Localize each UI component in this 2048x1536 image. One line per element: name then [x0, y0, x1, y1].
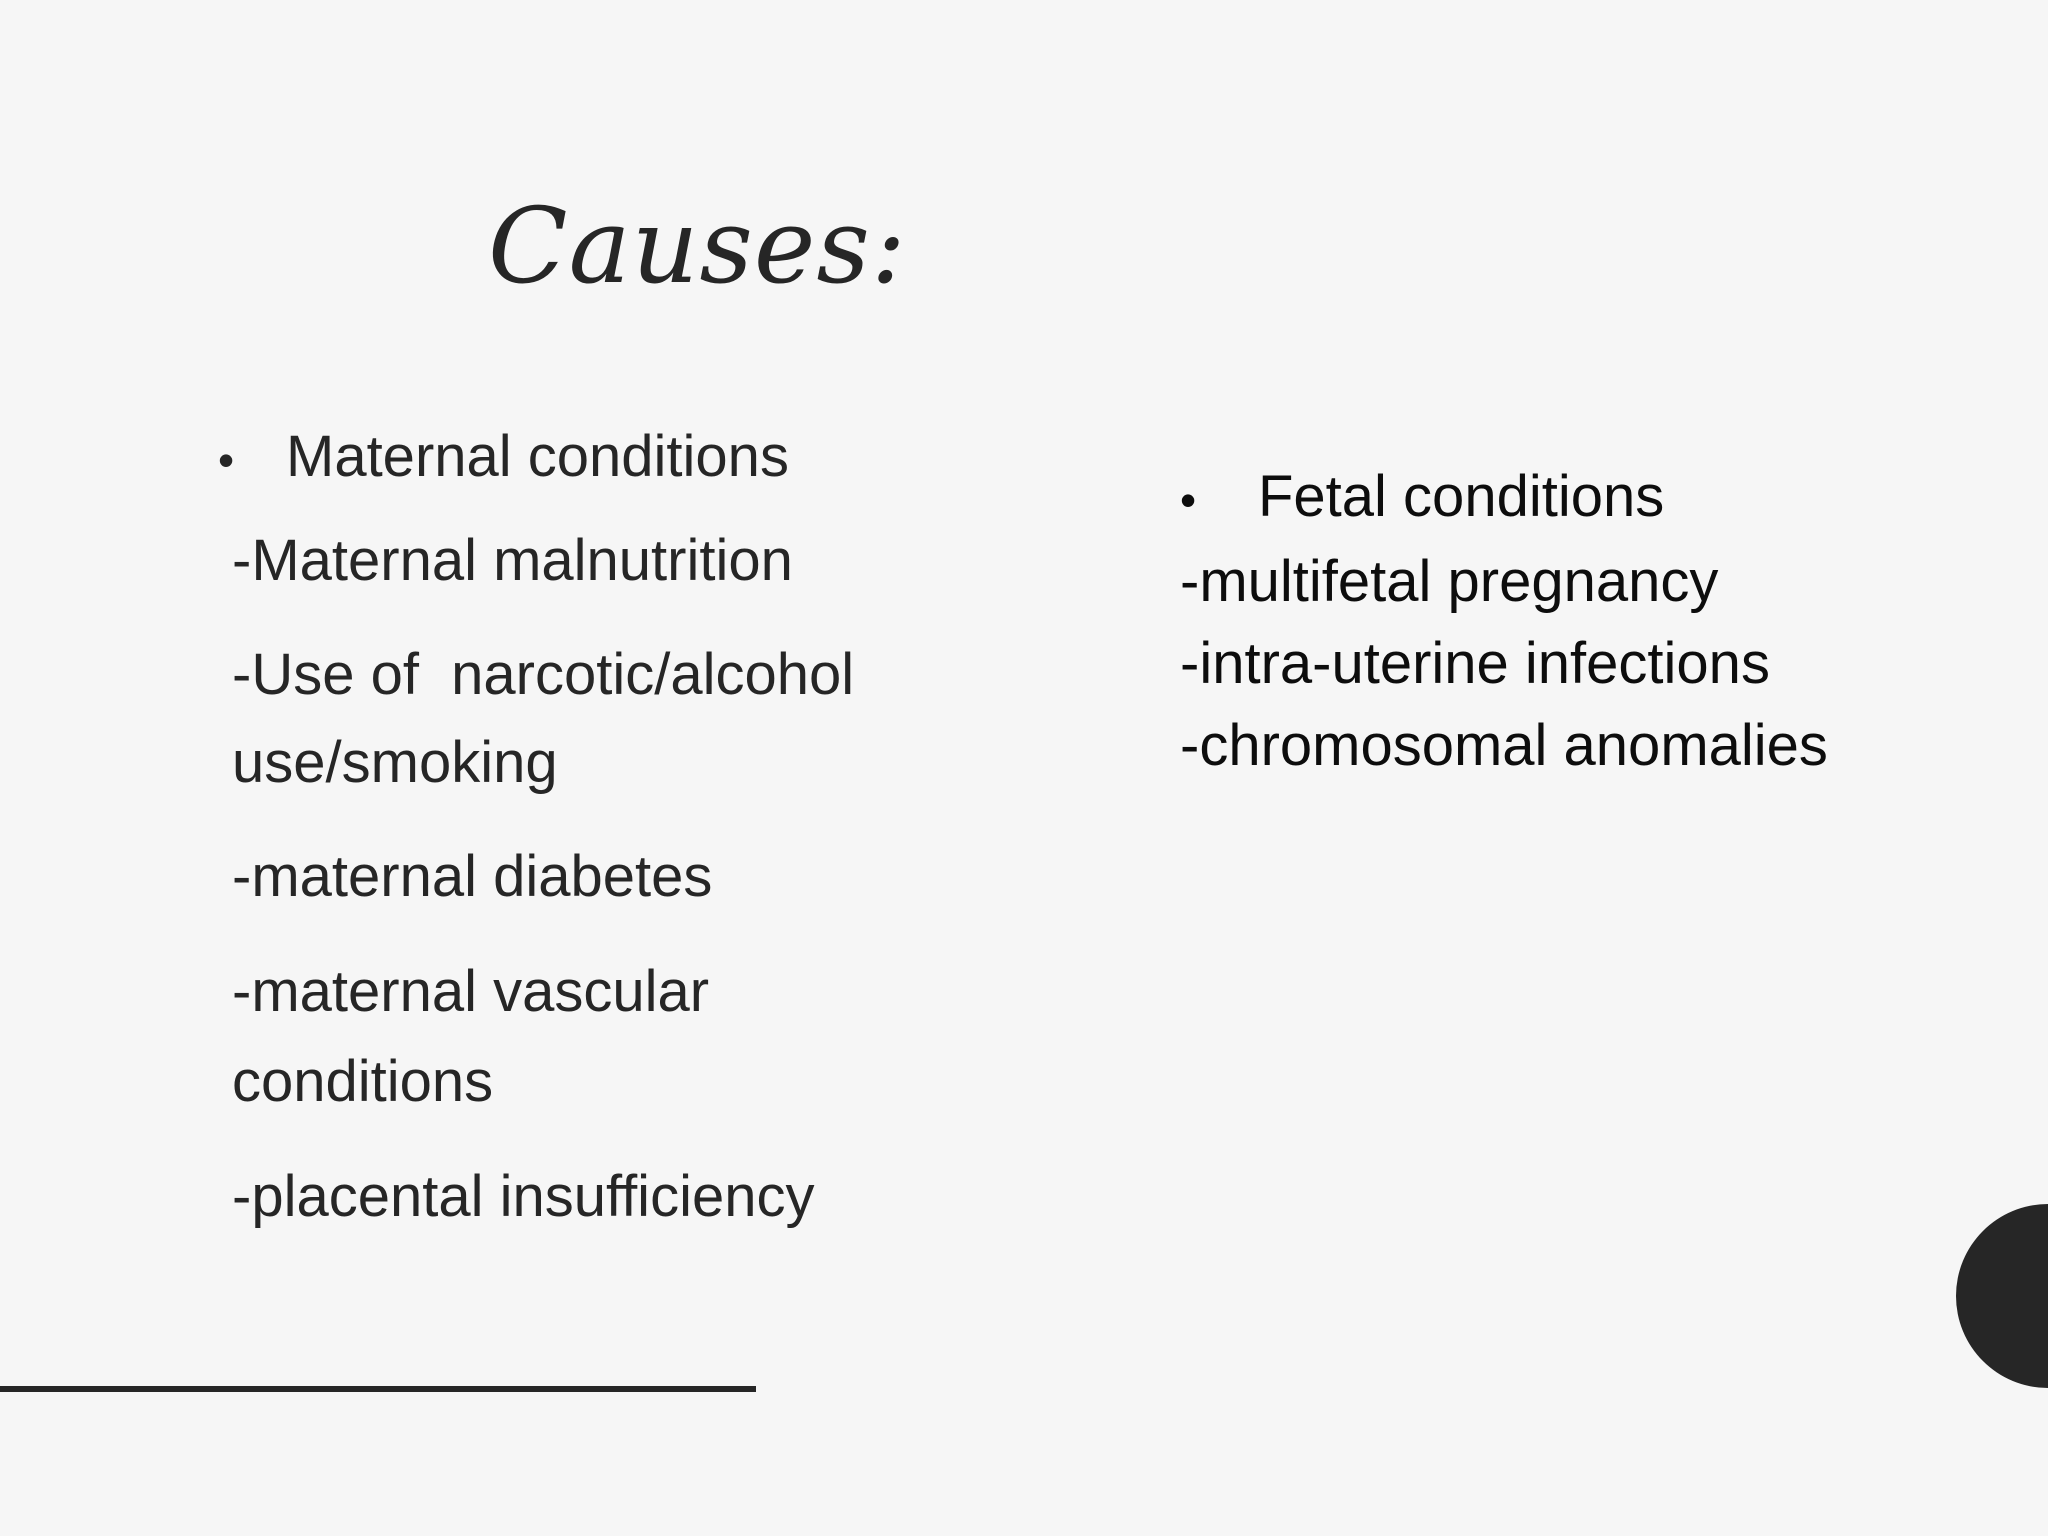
- list-item-maternal-diabetes: -maternal diabetes: [232, 844, 713, 909]
- bullet-icon: •: [218, 434, 235, 486]
- list-item-intra-uterine-infections: -intra-uterine infections: [1180, 631, 1770, 696]
- fetal-conditions-heading: [1180, 456, 2000, 541]
- fetal-conditions-label: Fetal conditions: [1258, 464, 1665, 529]
- list-item-placental-insufficiency: -placental insufficiency: [232, 1164, 815, 1229]
- fetal-conditions-column: [1180, 456, 2000, 787]
- list-item-maternal-malnutrition: -Maternal malnutrition: [232, 528, 793, 593]
- maternal-conditions-label: Maternal conditions: [286, 424, 789, 489]
- list-item-chromosomal-anomalies: -chromosomal anomalies: [1180, 713, 1828, 778]
- list-item-multifetal-pregnancy: -multifetal pregnancy: [1180, 549, 1719, 614]
- decorative-circle: [1956, 1204, 2048, 1388]
- maternal-conditions-column: [218, 416, 978, 1243]
- list-item-narcotic-alcohol-smoking: -Use of narcotic/alcohol use/smoking: [232, 642, 871, 795]
- divider-line: [0, 1386, 756, 1392]
- bullet-icon: •: [1180, 474, 1197, 526]
- list-item-maternal-vascular-conditions: -maternal vascular conditions: [232, 959, 726, 1114]
- slide-title: Causes:: [488, 185, 907, 307]
- maternal-conditions-heading: [218, 416, 978, 501]
